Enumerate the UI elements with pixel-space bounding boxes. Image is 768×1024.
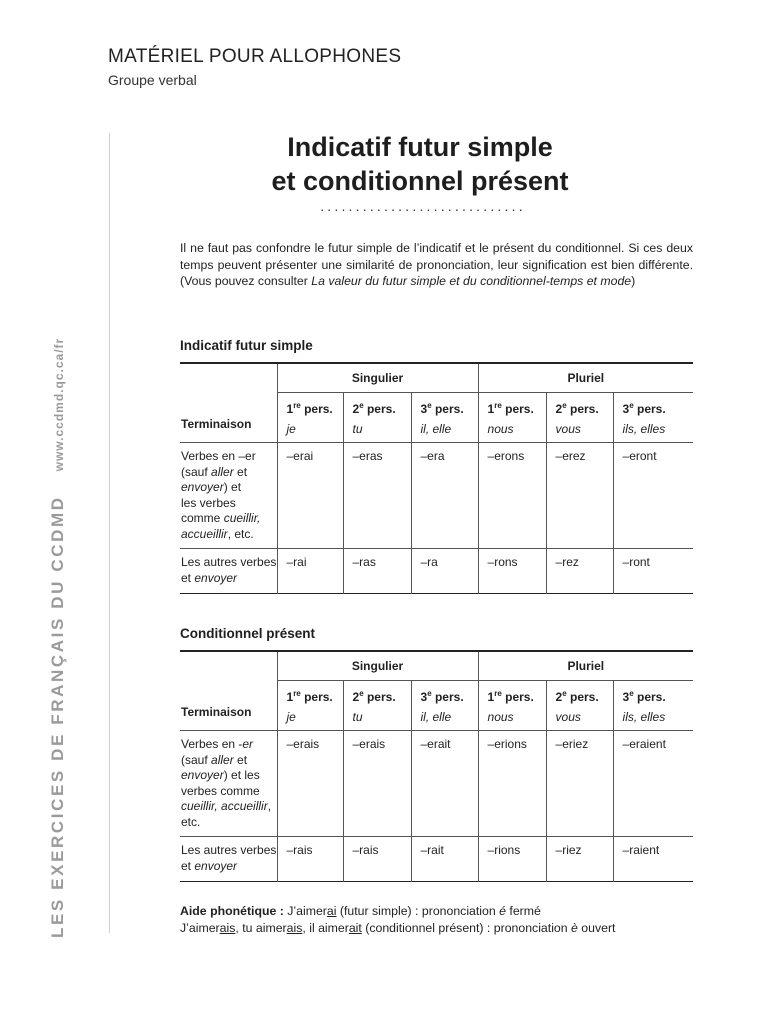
phonetic-line-2: J’aimerais, tu aimerais, il aimerait (conditionnel présent) : prononciation è ouvert <box>180 921 616 935</box>
ending-cell: –riez <box>546 837 613 882</box>
intro-reference: La valeur du futur simple et du conditionnel-temps et mode <box>311 274 632 288</box>
person-header: 1re pers. nous <box>478 393 546 443</box>
ending-cell: –erais <box>277 731 343 837</box>
group-singulier: Singulier <box>277 363 478 393</box>
ending-cell: –rions <box>478 837 546 882</box>
group-pluriel: Pluriel <box>478 363 693 393</box>
terminaison-header: Terminaison <box>181 705 252 719</box>
ending-cell: –ront <box>613 549 693 594</box>
person-header: 2e pers. tu <box>343 681 411 731</box>
row-label: Verbes en -er (sauf aller et envoyer) et les verbes comme cueillir, accueillir, etc. <box>180 731 277 837</box>
terminaison-header: Terminaison <box>181 417 252 431</box>
ending-cell: –erait <box>411 731 478 837</box>
person-header: 1re pers. je <box>277 393 343 443</box>
section-title-futur: Indicatif futur simple <box>180 338 313 353</box>
page-title-line2: et conditionnel présent <box>271 166 569 196</box>
ending-cell: –era <box>411 443 478 549</box>
ending-cell: –rais <box>277 837 343 882</box>
table-group-row <box>180 363 693 393</box>
conditionnel-table <box>180 650 693 882</box>
side-series-text <box>48 338 68 938</box>
ending-cell: –raient <box>613 837 693 882</box>
person-header: 1re pers. je <box>277 681 343 731</box>
row-label: Verbes en –er (sauf aller et envoyer) et les verbes comme cueillir, accueillir, etc. <box>180 443 277 549</box>
ending-cell: –rai <box>277 549 343 594</box>
series-name: LES EXERCICES DE FRANÇAIS DU CCDMD <box>48 495 67 938</box>
series-url: www.ccdmd.qc.ca/fr <box>52 337 66 472</box>
person-header: 2e pers. tu <box>343 393 411 443</box>
ending-cell: –eras <box>343 443 411 549</box>
ending-cell: –rais <box>343 837 411 882</box>
table-group-row <box>180 651 693 681</box>
group-pluriel: Pluriel <box>478 651 693 681</box>
person-header: 2e pers. vous <box>546 681 613 731</box>
intro-text: Il ne faut pas confondre le futur simple de l’indicatif et le présent du conditionnel. Si ces deux temps peuvent présenter une similarité de prononciation, leur signification est bien différente. (Vous pouvez consulter <box>180 241 693 288</box>
ending-cell: –erons <box>478 443 546 549</box>
empty-cell <box>180 363 277 393</box>
page-title-line1: Indicatif futur simple <box>287 132 553 162</box>
person-header: 3e pers. il, elle <box>411 681 478 731</box>
phonetic-help <box>180 903 693 937</box>
intro-paragraph <box>180 240 693 290</box>
ending-cell: –eront <box>613 443 693 549</box>
table-row <box>180 549 693 594</box>
phonetic-label: Aide phonétique : <box>180 904 284 918</box>
person-header: 3e pers. ils, elles <box>613 681 693 731</box>
ending-cell: –erions <box>478 731 546 837</box>
futur-table <box>180 362 693 594</box>
person-header: 1re pers. nous <box>478 681 546 731</box>
side-rule <box>109 133 110 933</box>
table-row <box>180 731 693 837</box>
page-title <box>180 130 660 198</box>
ending-cell: –eriez <box>546 731 613 837</box>
header-title: MATÉRIEL POUR ALLOPHONES <box>108 46 402 67</box>
table-person-row <box>180 681 693 731</box>
section-title-conditionnel: Conditionnel présent <box>180 626 315 641</box>
table-person-row <box>180 393 693 443</box>
ending-cell: –rons <box>478 549 546 594</box>
row-label: Les autres verbes et envoyer <box>180 837 277 882</box>
ending-cell: –rait <box>411 837 478 882</box>
ending-cell: –erais <box>343 731 411 837</box>
ending-cell: –erez <box>546 443 613 549</box>
table-row <box>180 443 693 549</box>
group-singulier: Singulier <box>277 651 478 681</box>
row-label: Les autres verbes et envoyer <box>180 549 277 594</box>
intro-text-end: ) <box>631 274 636 288</box>
ending-cell: –eraient <box>613 731 693 837</box>
empty-cell <box>180 651 277 681</box>
ending-cell: –erai <box>277 443 343 549</box>
person-header: 3e pers. il, elle <box>411 393 478 443</box>
person-header: 2e pers. vous <box>546 393 613 443</box>
title-dotted-rule: ............................. <box>320 198 526 214</box>
person-header: 3e pers. ils, elles <box>613 393 693 443</box>
phonetic-line-1: Aide phonétique : J’aimerai (futur simple) : prononciation é fermé <box>180 904 541 918</box>
table-row <box>180 837 693 882</box>
ending-cell: –rez <box>546 549 613 594</box>
header-subtitle: Groupe verbal <box>108 72 197 88</box>
ending-cell: –ras <box>343 549 411 594</box>
ending-cell: –ra <box>411 549 478 594</box>
